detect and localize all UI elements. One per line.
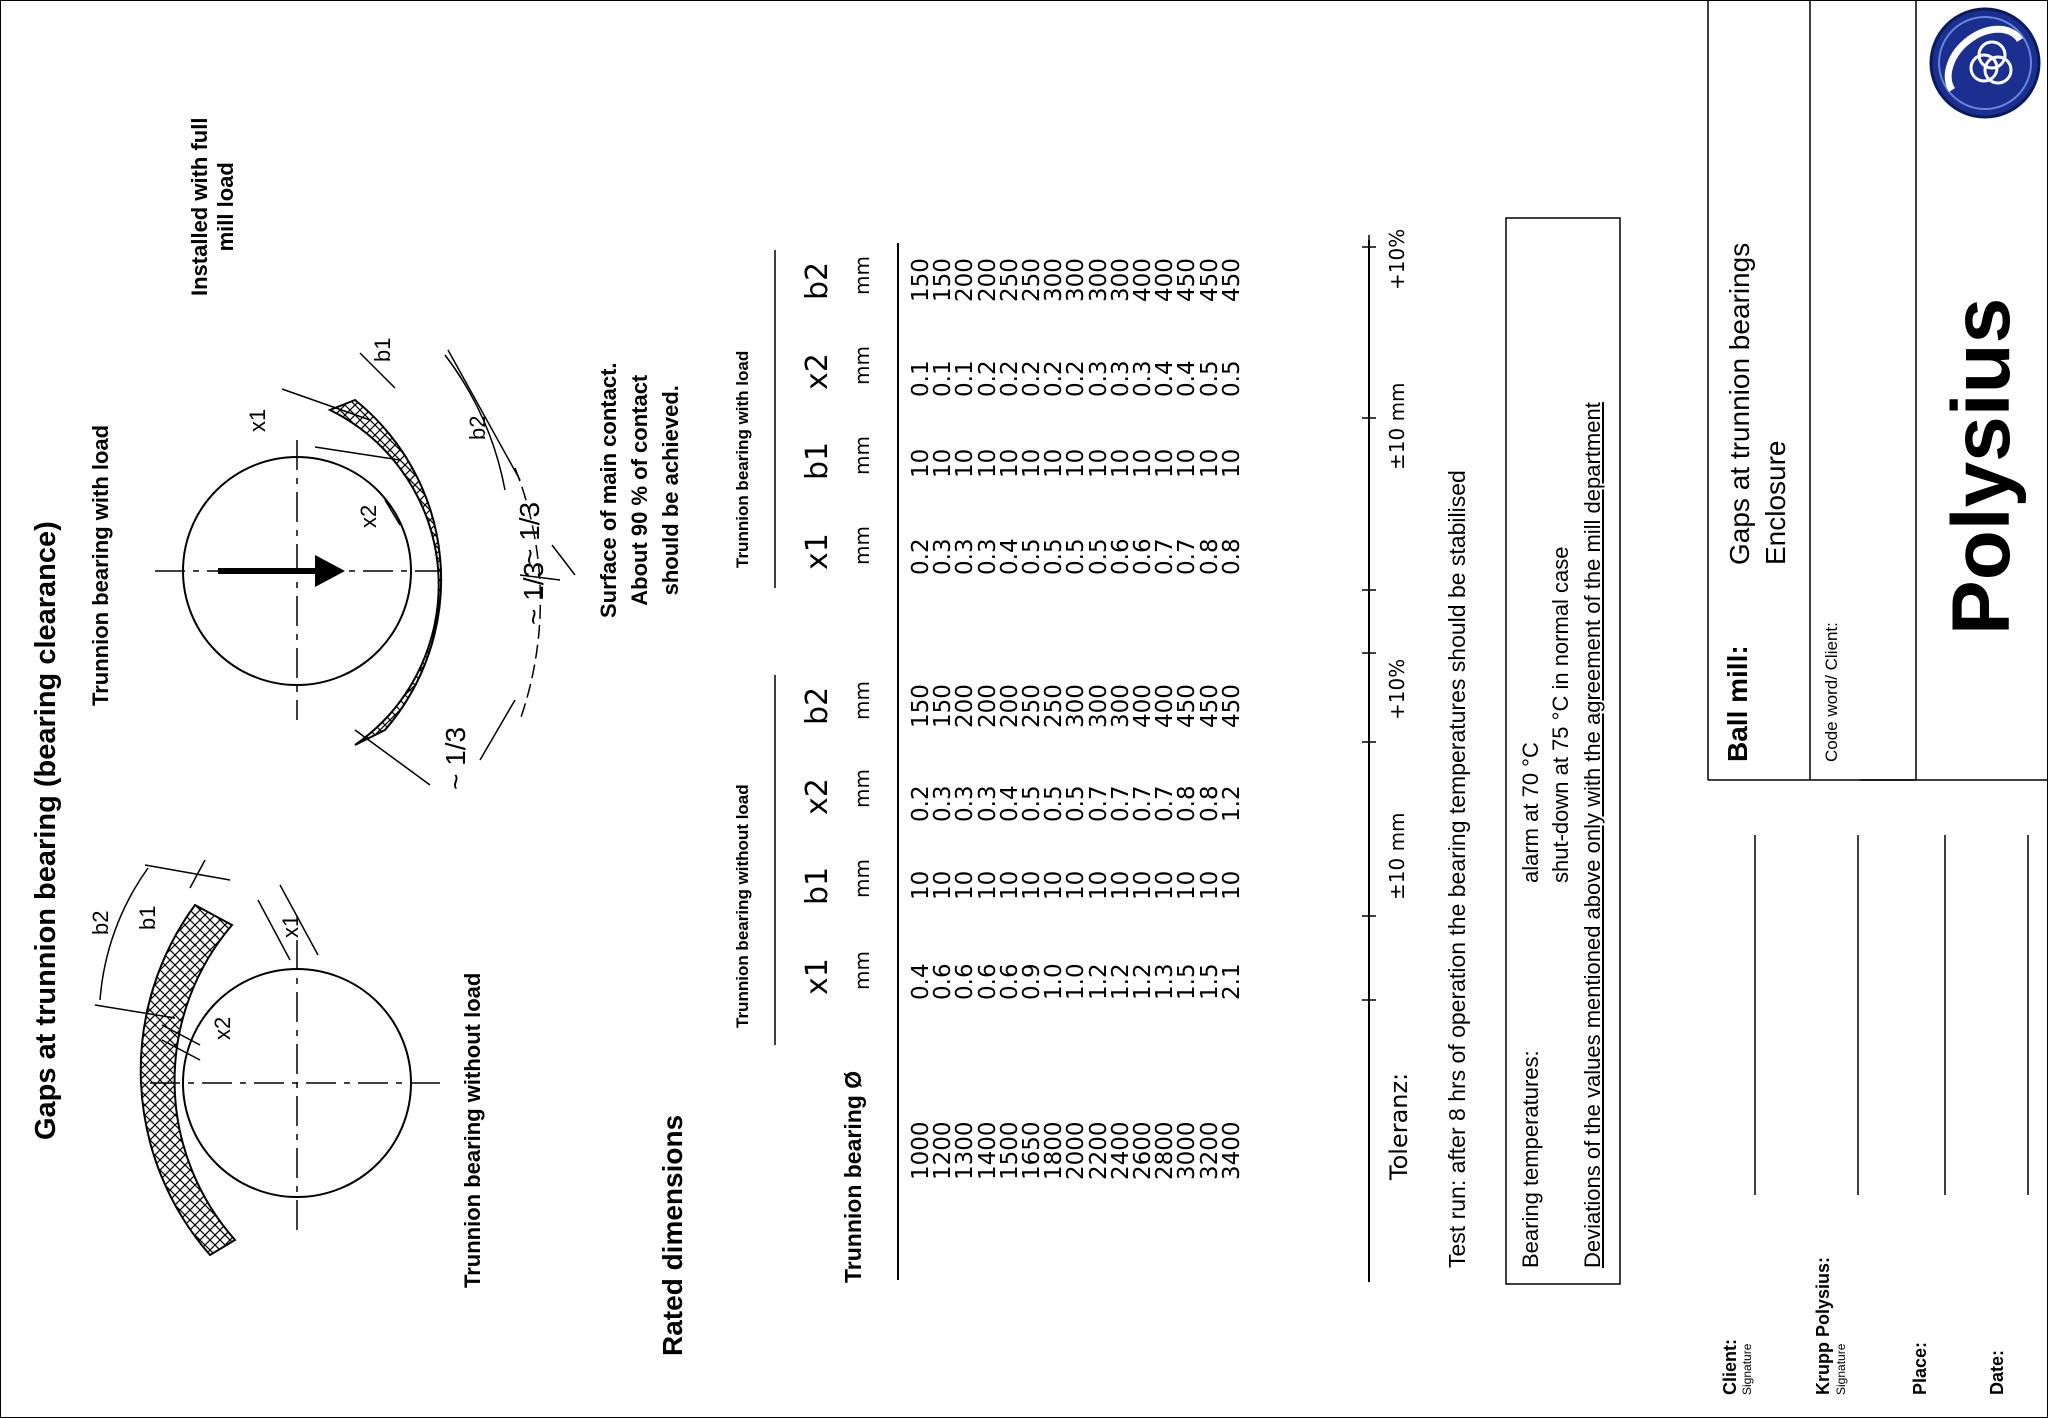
- rated-heading: Rated dimensions: [657, 1114, 688, 1356]
- table-cell: 10: [1218, 870, 1245, 900]
- table-cell: 2800: [1152, 1121, 1179, 1180]
- col-b1-without: [910, 871, 1243, 900]
- unit-b1-with: mm: [850, 436, 874, 475]
- col-x2-without: [910, 785, 1243, 822]
- table-cell: 10: [952, 448, 979, 478]
- group-without-load: Trunnion bearing without load: [733, 784, 752, 1028]
- table-cell: 10: [1019, 870, 1046, 900]
- table-cell: 0.8: [1218, 538, 1245, 575]
- table-cell: 400: [1152, 684, 1179, 728]
- table-cell: 0.4: [996, 785, 1023, 822]
- label-x1-right: x1: [245, 408, 270, 432]
- test-run-note: Test run: after 8 hrs of operation the bearing temperatures should be stabilised: [1444, 470, 1470, 1268]
- table-cell: 450: [1196, 684, 1223, 728]
- hdr-x1-without: x1: [800, 958, 835, 995]
- table-cell: 10: [996, 448, 1023, 478]
- col-b2-with: [910, 258, 1243, 302]
- table-cell: 450: [1174, 258, 1201, 302]
- table-cell: 10: [908, 448, 934, 478]
- table-cell: 10: [974, 448, 1001, 478]
- table-cell: 0.7: [1174, 538, 1201, 575]
- table-cell: 10: [974, 870, 1001, 900]
- bearing-temp-label: Bearing temperatures:: [1518, 1050, 1543, 1268]
- table-cell: 0.4: [1174, 360, 1201, 397]
- page-title: Gaps at trunnion bearing (bearing clearance): [30, 521, 62, 1140]
- table-cell: 400: [1130, 684, 1157, 728]
- table-cell: 0.5: [1041, 538, 1068, 575]
- table-cell: 10: [930, 870, 957, 900]
- table-cell: 10: [1152, 870, 1179, 900]
- table-cell: 450: [1196, 258, 1223, 302]
- table-cell: 0.3: [1107, 360, 1134, 397]
- table-cell: 150: [930, 684, 957, 728]
- client-label: Client:: [1720, 1339, 1740, 1395]
- label-x1-left: x1: [278, 914, 303, 938]
- tolerance-b2-without: +10%: [1385, 658, 1409, 720]
- tolerance-b1-with: ±10 mm: [1385, 382, 1409, 470]
- table-cell: 0.2: [908, 538, 934, 575]
- table-cell: 0.5: [1196, 360, 1223, 397]
- table-cell: 10: [1063, 448, 1090, 478]
- col-x1-with: [910, 538, 1243, 575]
- code-word-label: Code word/ Client:: [1822, 622, 1841, 762]
- tolerance-label: Toleranz:: [1385, 1072, 1413, 1180]
- table-cell: 0.7: [1085, 785, 1112, 822]
- unit-b2-with: mm: [850, 256, 874, 295]
- without-load-caption: Trunnion bearing without load: [460, 972, 485, 1288]
- table-cell: 0.7: [1152, 538, 1179, 575]
- table-cell: 300: [1085, 258, 1112, 302]
- table-cell: 0.9: [1019, 963, 1046, 1000]
- with-load-caption: Trunnion bearing with load: [88, 424, 113, 706]
- table-cell: 0.3: [952, 785, 979, 822]
- table-cell: 200: [974, 684, 1001, 728]
- table-cell: 10: [1218, 448, 1245, 478]
- third-label-2: ~ 1/3: [518, 561, 549, 625]
- col-b2-without: [910, 684, 1243, 728]
- table-cell: 0.8: [1174, 785, 1201, 822]
- table-cell: 10: [1019, 448, 1046, 478]
- table-cell: 200: [952, 258, 979, 302]
- table-cell: 0.7: [1107, 785, 1134, 822]
- table-cell: 10: [1152, 448, 1179, 478]
- label-x2-right: x2: [356, 504, 381, 528]
- table-cell: 450: [1218, 684, 1245, 728]
- group-with-load: Trunnion bearing with load: [733, 350, 752, 568]
- table-cell: 10: [1130, 870, 1157, 900]
- signature-lines: [1755, 835, 2028, 1195]
- table-cell: 10: [996, 870, 1023, 900]
- contact-note: Surface of main contact. About 90 % of contact should be achieved.: [596, 362, 683, 618]
- col-x1-without: [910, 963, 1243, 1000]
- tolerance-b2-with: +10%: [1385, 228, 1409, 290]
- table-cell: 0.3: [930, 538, 957, 575]
- date-label: Date:: [1987, 1349, 2007, 1395]
- table-cell: 0.4: [908, 963, 934, 1000]
- label-x2-left: x2: [210, 1016, 235, 1040]
- table-cell: 10: [1085, 448, 1112, 478]
- hdr-x2-without: x2: [800, 778, 835, 815]
- table-cell: 10: [1130, 448, 1157, 478]
- table-cell: 2200: [1085, 1121, 1112, 1180]
- hdr-x1-with: x1: [800, 533, 835, 570]
- table-cell: 0.2: [974, 360, 1001, 397]
- label-b2-right: b2: [465, 415, 490, 440]
- table-cell: 1650: [1019, 1121, 1046, 1180]
- table-cell: 0.3: [974, 538, 1001, 575]
- table-cell: 10: [1085, 870, 1112, 900]
- table-cell: 0.5: [1019, 538, 1046, 575]
- table-cell: 1.2: [1130, 963, 1157, 1000]
- table-cell: 300: [1063, 258, 1090, 302]
- table-cell: 1.0: [1063, 963, 1090, 1000]
- table-cell: 0.8: [1196, 785, 1223, 822]
- table-cell: 10: [1196, 448, 1223, 478]
- third-label-3: ~ 1/3: [514, 501, 545, 565]
- table-cell: 0.6: [952, 963, 979, 1000]
- unit-x2-without: mm: [850, 769, 874, 808]
- unit-b1-without: mm: [850, 859, 874, 898]
- table-cell: 1.2: [1085, 963, 1112, 1000]
- table-cell: 3000: [1174, 1121, 1201, 1180]
- unit-b2-without: mm: [850, 681, 874, 720]
- table-cell: 0.5: [1063, 785, 1090, 822]
- place-label: Place:: [1910, 1341, 1930, 1395]
- third-label-1: ~ 1/3: [440, 726, 471, 790]
- table-cell: 10: [1063, 870, 1090, 900]
- table-cell: 250: [1019, 258, 1046, 302]
- table-cell: 0.5: [1218, 360, 1245, 397]
- table-cell: 250: [1041, 684, 1068, 728]
- table-cell: 0.6: [974, 963, 1001, 1000]
- row-header: Trunnion bearing Ø: [840, 1070, 866, 1283]
- table-cell: 1400: [974, 1121, 1001, 1180]
- table-cell: 0.7: [1152, 785, 1179, 822]
- table-cell: 0.2: [1063, 360, 1090, 397]
- table-cell: 1.5: [1196, 963, 1223, 1000]
- table-cell: 1300: [952, 1121, 979, 1180]
- table-cell: 0.5: [1041, 785, 1068, 822]
- table-cell: 0.2: [996, 360, 1023, 397]
- subject: Gaps at trunnion bearings Enclosure: [1724, 242, 1791, 565]
- hdr-b2-without: b2: [800, 686, 835, 725]
- table-cell: 3200: [1196, 1121, 1223, 1180]
- deviations-note: Deviations of the values mentioned above only with the agreement of the mill department: [1580, 402, 1605, 1268]
- tolerance-b1-without: ±10 mm: [1385, 812, 1409, 900]
- table-cell: 0.2: [1019, 360, 1046, 397]
- table-cell: 2.1: [1218, 963, 1245, 1000]
- table-cell: 0.1: [952, 360, 979, 397]
- table-cell: 0.7: [1130, 785, 1157, 822]
- table-cell: 2400: [1107, 1121, 1134, 1180]
- table-cell: 0.1: [908, 360, 934, 397]
- company-name: Polysius: [1936, 297, 2027, 635]
- table-cell: 0.3: [974, 785, 1001, 822]
- table-cell: 10: [1041, 870, 1068, 900]
- diagram-with-load: [155, 350, 575, 785]
- col-b1-with: [910, 449, 1243, 478]
- table-cell: 2000: [1063, 1121, 1090, 1180]
- table-cell: 200: [996, 684, 1023, 728]
- table-cell: 200: [974, 258, 1001, 302]
- table-cell: 200: [952, 684, 979, 728]
- table-cell: 10: [1196, 870, 1223, 900]
- table-cell: 400: [1152, 258, 1179, 302]
- client-sub: Signature: [1740, 1343, 1754, 1395]
- hdr-b1-without: b1: [800, 866, 835, 905]
- krupp-sub: Signature: [1834, 1343, 1848, 1395]
- table-cell: 450: [1174, 684, 1201, 728]
- table-cell: 1.0: [1041, 963, 1068, 1000]
- table-cell: 0.3: [1085, 360, 1112, 397]
- hdr-x2-with: x2: [800, 353, 835, 390]
- table-cell: 10: [1174, 870, 1201, 900]
- table-cell: 0.6: [930, 963, 957, 1000]
- table-cell: 0.2: [908, 785, 934, 822]
- table-cell: 1.3: [1152, 963, 1179, 1000]
- table-cell: 10: [908, 870, 934, 900]
- table-cell: 0.5: [1019, 785, 1046, 822]
- table-cell: 0.4: [996, 538, 1023, 575]
- table-cell: 0.2: [1041, 360, 1068, 397]
- table-cell: 1.2: [1218, 785, 1245, 822]
- table-cell: 0.5: [1085, 538, 1112, 575]
- unit-x1-with: mm: [850, 526, 874, 565]
- krupp-label: Krupp Polysius:: [1813, 1256, 1833, 1395]
- table-cell: 450: [1218, 258, 1245, 302]
- table-cell: 250: [996, 258, 1023, 302]
- table-cell: 0.8: [1196, 538, 1223, 575]
- table-cell: 150: [908, 684, 934, 728]
- col-x2-with: [910, 360, 1243, 397]
- label-b1-right: b1: [370, 337, 395, 362]
- shutdown-note: shut-down at 75 °C in normal case: [1548, 546, 1573, 883]
- polysius-logo-icon: [1931, 9, 2039, 117]
- hdr-b2-with: b2: [800, 261, 835, 300]
- table-cell: 10: [1107, 870, 1134, 900]
- table-cell: 10: [1107, 448, 1134, 478]
- table-cell: 150: [930, 258, 957, 302]
- table-cell: 400: [1130, 258, 1157, 302]
- table-cell: 10: [930, 448, 957, 478]
- table-cell: 1800: [1041, 1121, 1068, 1180]
- table-cell: 1000: [908, 1121, 934, 1180]
- table-cell: 1.2: [1107, 963, 1134, 1000]
- table-cell: 300: [1085, 684, 1112, 728]
- unit-x2-with: mm: [850, 346, 874, 385]
- table-cell: 0.3: [1130, 360, 1157, 397]
- table-cell: 150: [908, 258, 934, 302]
- hdr-b1-with: b1: [800, 441, 835, 480]
- table-cell: 1200: [930, 1121, 957, 1180]
- table-cell: 300: [1107, 684, 1134, 728]
- installed-note: Installed with full mill load: [187, 117, 238, 296]
- col-diameter: [910, 1121, 1243, 1180]
- table-cell: 10: [1174, 448, 1201, 478]
- table-cell: 300: [1041, 258, 1068, 302]
- table-cell: 10: [1041, 448, 1068, 478]
- table-cell: 0.3: [930, 785, 957, 822]
- bearing-shell-left: [141, 905, 235, 1255]
- label-b1-left: b1: [135, 905, 160, 930]
- table-cell: 2600: [1130, 1121, 1157, 1180]
- table-cell: 0.6: [1107, 538, 1134, 575]
- table-cell: 250: [1019, 684, 1046, 728]
- table-cell: 0.6: [996, 963, 1023, 1000]
- table-cell: 300: [1063, 684, 1090, 728]
- table-cell: 3400: [1218, 1121, 1245, 1180]
- alarm-note: alarm at 70 °C: [1518, 742, 1543, 883]
- table-cell: 1500: [996, 1121, 1023, 1180]
- table-cell: 0.1: [930, 360, 957, 397]
- table-cell: 0.4: [1152, 360, 1179, 397]
- table-cell: 1.5: [1174, 963, 1201, 1000]
- load-arrow: [315, 555, 345, 587]
- ball-mill-label: Ball mill:: [1722, 645, 1753, 762]
- unit-x1-without: mm: [850, 951, 874, 990]
- table-cell: 0.6: [1130, 538, 1157, 575]
- table-cell: 10: [952, 870, 979, 900]
- table-cell: 0.5: [1063, 538, 1090, 575]
- table-cell: 0.3: [952, 538, 979, 575]
- label-b2-left: b2: [88, 910, 113, 935]
- table-cell: 300: [1107, 258, 1134, 302]
